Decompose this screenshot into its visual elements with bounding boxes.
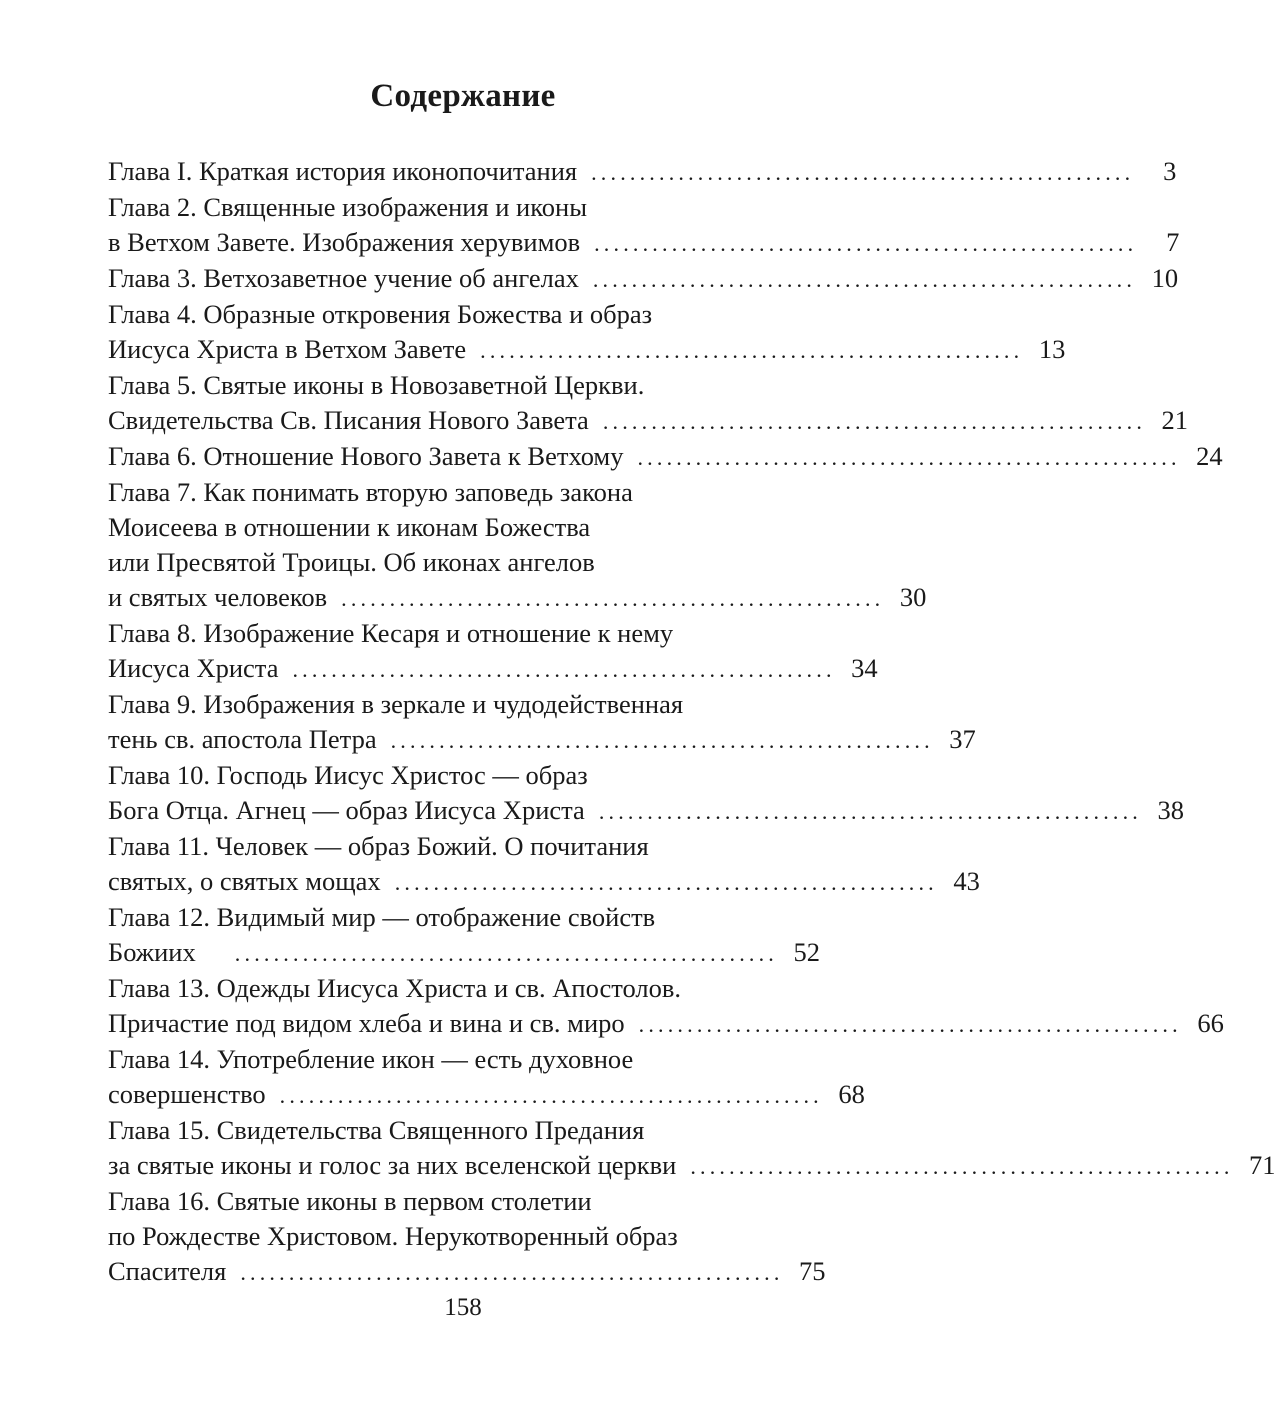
toc-entry[interactable]: [108, 758, 1185, 829]
toc-entry[interactable]: [108, 261, 1179, 297]
toc-page-number: 7: [1166, 227, 1180, 257]
toc-entry-text: Глава 6. Отношение Нового Завета к Ветхому: [108, 441, 624, 471]
toc-entry-text: Глава 15. Свидетельства Священного Предания: [108, 1115, 645, 1145]
page-number: 158: [444, 1294, 482, 1321]
toc-entry-last-line: [108, 793, 1185, 829]
dot-leader: ........................................................: [279, 1083, 823, 1108]
toc-entry-last-line: [108, 154, 1177, 190]
toc-entry-text: совершенство: [108, 1079, 266, 1109]
toc-entry[interactable]: [108, 475, 927, 616]
toc-entry-last-line: [108, 439, 1223, 475]
toc-entry[interactable]: [108, 368, 1189, 439]
dot-leader: ........................................................: [598, 799, 1143, 824]
toc-entry-text: Глава 16. Святые иконы в первом столетии: [108, 1186, 592, 1216]
toc-entry-last-line: [108, 935, 820, 971]
toc-entry[interactable]: [108, 297, 1066, 368]
dot-leader: ........................................................: [240, 1260, 784, 1285]
toc-page-number: 30: [899, 582, 927, 612]
dot-leader: ........................................................: [591, 160, 1135, 185]
toc-page-number: 13: [1038, 334, 1066, 364]
toc-entry-text: Глава 12. Видимый мир — отображение свойств: [108, 902, 656, 932]
toc-entry-last-line: [108, 722, 976, 758]
toc-entry-last-line: [108, 651, 878, 687]
toc-entry-text: по Рождестве Христовом. Нерукотворенный образ: [108, 1221, 678, 1251]
toc-entry-text: Глава 4. Образные откровения Божества и образ: [108, 299, 653, 329]
dot-leader: ........................................................: [292, 657, 836, 682]
toc-entry[interactable]: [108, 829, 980, 900]
toc-entry-text: Свидетельства Св. Писания Нового Завета: [108, 405, 589, 435]
toc-page-number: 21: [1161, 405, 1189, 435]
toc-entry[interactable]: [108, 1042, 865, 1113]
toc-entry[interactable]: [108, 154, 1177, 190]
toc-entry-text: в Ветхом Завете. Изображения херувимов: [108, 227, 581, 257]
toc-entry[interactable]: [108, 1184, 826, 1290]
dot-leader: ........................................................: [390, 728, 934, 753]
toc-entry-text: Глава 11. Человек — образ Божий. О почитания: [108, 831, 649, 861]
toc-entry-last-line: [108, 403, 1189, 439]
toc-entry[interactable]: [108, 687, 976, 758]
dot-leader: ........................................................: [638, 1012, 1182, 1037]
toc-entry[interactable]: [108, 971, 1224, 1042]
dot-leader: ........................................................: [394, 870, 938, 895]
dot-leader: ........................................................: [602, 409, 1147, 434]
toc-page-number: 24: [1196, 441, 1223, 471]
toc-entry-last-line: [108, 1077, 865, 1113]
toc-entry[interactable]: [108, 1113, 1276, 1184]
toc-entry-text: Причастие под видом хлеба и вина и св. миро: [108, 1008, 625, 1038]
toc-entry-last-line: [108, 225, 1180, 261]
toc-entry-text: Глава 7. Как понимать вторую заповедь закона: [108, 477, 633, 507]
toc-page-number: 75: [799, 1256, 826, 1286]
toc-entry-text: за святые иконы и голос за них вселенской церкви: [108, 1150, 677, 1180]
toc-entry-text: Бога Отца. Агнец — образ Иисуса Христа: [108, 795, 585, 825]
dot-leader: ........................................................: [594, 231, 1138, 256]
dot-leader: ........................................................: [480, 338, 1024, 363]
toc-page-number: 10: [1151, 263, 1179, 293]
toc-entry-last-line: [108, 864, 980, 900]
toc-page-number: 52: [793, 937, 820, 967]
toc-entry-last-line: [108, 1254, 826, 1290]
toc-page-number: 71: [1249, 1150, 1276, 1180]
toc-page-number: 38: [1157, 795, 1185, 825]
dot-leader: ........................................................: [234, 941, 778, 966]
toc-entry-text: Моисеева в отношении к иконам Божества: [108, 512, 591, 542]
toc-entry-text: тень св. апостола Петра: [108, 724, 377, 754]
toc-entry-last-line: [108, 580, 927, 616]
toc-page-number: 43: [953, 866, 980, 896]
toc-entry-text: Глава 13. Одежды Иисуса Христа и св. Апостолов.: [108, 973, 682, 1003]
toc-entry-text: Глава 14. Употребление икон — есть духовное: [108, 1044, 634, 1074]
toc-entry[interactable]: [108, 616, 878, 687]
toc-entry-text: Спасителя: [108, 1256, 227, 1286]
toc-entry-last-line: [108, 332, 1066, 368]
toc-entry[interactable]: [108, 439, 1223, 475]
toc-entry-text: Глава 10. Господь Иисус Христос — образ: [108, 760, 588, 790]
dot-leader: ........................................................: [690, 1154, 1234, 1179]
toc-entry-text: Глава I. Краткая история иконопочитания: [108, 156, 578, 186]
toc-entry-text: Божиих: [108, 937, 196, 967]
toc-entry[interactable]: [108, 900, 820, 971]
toc-entry-text: Глава 2. Священные изображения и иконы: [108, 192, 588, 222]
toc-page-number: 37: [949, 724, 976, 754]
toc-entry-text: Глава 5. Святые иконы в Новозаветной Церкви.: [108, 370, 645, 400]
toc-entry-text: Глава 8. Изображение Кесаря и отношение к нему: [108, 618, 674, 648]
toc-entry-text: Иисуса Христа в Ветхом Завете: [108, 334, 467, 364]
toc-entry[interactable]: [108, 190, 1180, 261]
toc-entry-text: Глава 9. Изображения в зеркале и чудодейственная: [108, 689, 684, 719]
page-title: Содержание: [370, 78, 556, 114]
toc-page-number: 34: [851, 653, 878, 683]
toc-entry-last-line: [108, 1148, 1276, 1184]
dot-leader: ........................................................: [637, 445, 1181, 470]
toc-page-number: 66: [1197, 1008, 1224, 1038]
toc-entry-text: святых, о святых мощах: [108, 866, 381, 896]
toc-entry-last-line: [108, 1006, 1224, 1042]
toc-entry-text: Глава 3. Ветхозаветное учение об ангелах: [108, 263, 579, 293]
toc-entry-text: или Пресвятой Троицы. Об иконах ангелов: [108, 547, 595, 577]
toc-entry-text: Иисуса Христа: [108, 653, 279, 683]
toc-page-number: 68: [838, 1079, 865, 1109]
table-of-contents: [108, 154, 1276, 1290]
dot-leader: ........................................................: [592, 267, 1137, 292]
toc-entry-last-line: [108, 261, 1179, 297]
toc-entry-text: и святых человеков: [108, 582, 328, 612]
toc-page-number: 3: [1163, 156, 1177, 186]
dot-leader: ........................................................: [341, 586, 885, 611]
